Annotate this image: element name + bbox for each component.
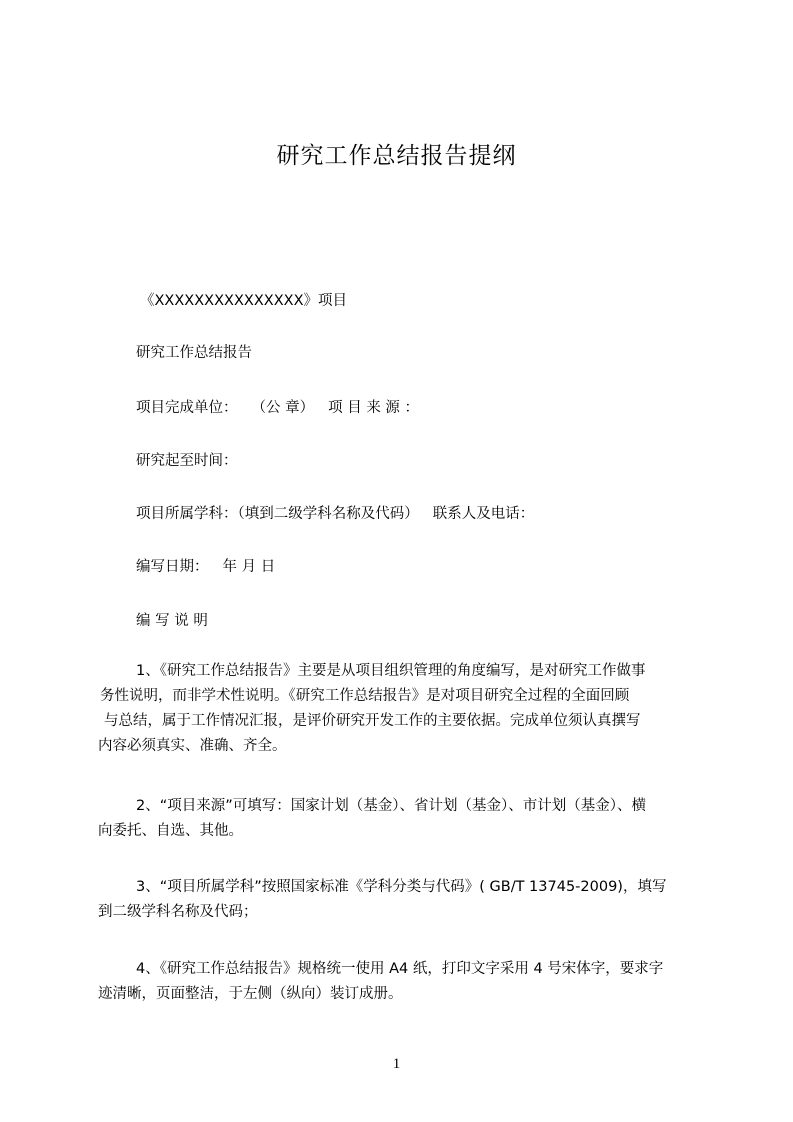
discipline-label: 项目所属学科：（填到二级学科名称及代码）: [136, 506, 419, 522]
note-3: [92, 875, 717, 925]
unit-stamp: （公 章）: [251, 400, 315, 416]
notes-heading: 编 写 说 明: [136, 613, 208, 629]
unit-line: [136, 398, 419, 418]
note-1-line: 与总结，属于工作情况汇报，是评价研究开发工作的主要依据。完成单位须认真撰写: [104, 713, 641, 729]
note-1-line: 内容必须真实、准确、齐全。: [98, 738, 287, 754]
date-line: [136, 557, 275, 577]
time-line: 研究起至时间：: [136, 453, 238, 469]
date-label: 编写日期：: [136, 559, 209, 575]
note-3-line: 3、“项目所属学科”按照国家标准《学科分类与代码》( GB/T 13745-2009)，填写: [136, 879, 667, 895]
project-name: 《XXXXXXXXXXXXXXX》项目: [140, 293, 347, 309]
note-2-line: 2、“项目来源”可填写：国家计划（基金）、省计划（基金）、市计划（基金）、横: [136, 798, 646, 814]
note-4-line: 4、《研究工作总结报告》规格统一使用 A4 纸，打印文字采用 4 号宋体字，要求字: [136, 961, 664, 977]
discipline-line: [136, 504, 534, 524]
note-3-line: 到二级学科名称及代码；: [98, 904, 258, 920]
note-4: [92, 957, 717, 1007]
note-1: [92, 659, 717, 759]
note-4-line: 迹清晰，页面整洁，于左侧（纵向）装订成册。: [98, 986, 403, 1002]
unit-label: 项目完成单位：: [136, 400, 238, 416]
date-value: 年 月 日: [222, 559, 276, 575]
note-1-line: 务性说明，而非学术性说明。《研究工作总结报告》是对项目研究全过程的全面回顾: [100, 688, 630, 704]
page-title: 研究工作总结报告提纲: [276, 143, 517, 169]
report-name: 研究工作总结报告: [136, 345, 252, 361]
source-label: 项 目 来 源 ：: [328, 400, 420, 416]
note-2: [92, 794, 717, 844]
note-2-line: 向委托、自选、其他。: [98, 823, 243, 839]
contact-label: 联系人及电话：: [432, 506, 535, 522]
page-number: 1: [392, 1056, 401, 1072]
note-1-line: 1、《研究工作总结报告》主要是从项目组织管理的角度编写，是对研究工作做事: [136, 663, 646, 679]
